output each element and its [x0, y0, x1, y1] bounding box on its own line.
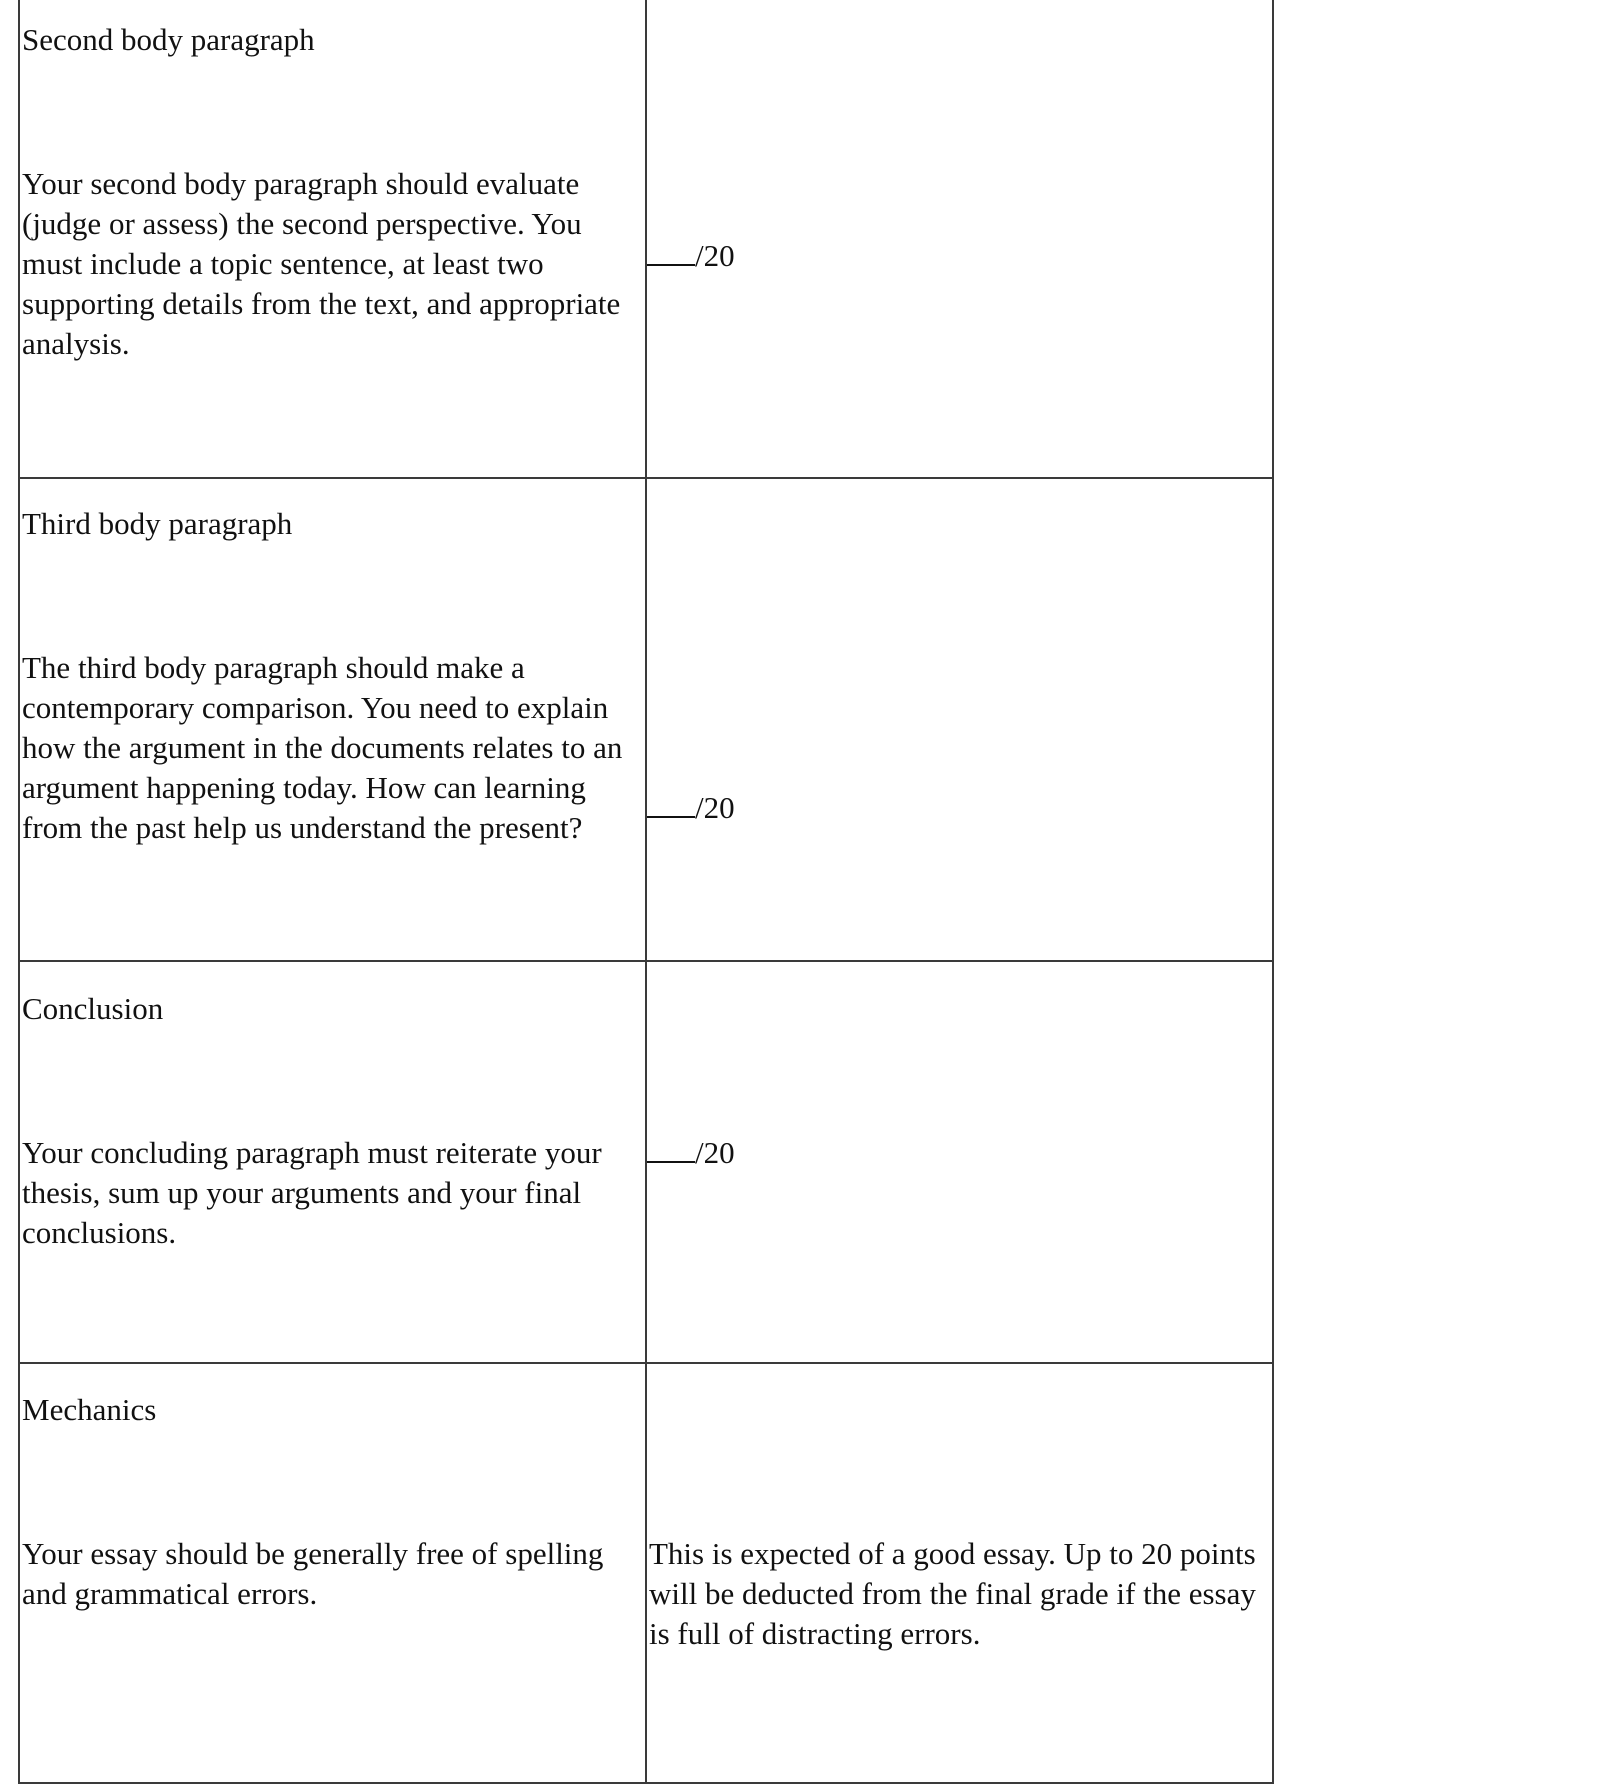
table-row: [19, 478, 1273, 961]
score-cell: [646, 0, 1273, 478]
score-blank[interactable]: [647, 238, 695, 266]
criterion-cell: [19, 0, 646, 478]
score-field[interactable]: [647, 1133, 735, 1173]
score-field[interactable]: [647, 236, 735, 276]
criterion-description: The third body paragraph should make a contemporary comparison. You need to explain how the argument in the documents relates to an argument happening today. How can learning from the past help us understand the present?: [22, 650, 623, 845]
criterion-description: Your second body paragraph should evaluate (judge or assess) the second perspective. You must include a topic sentence, at least two supporting details from the text, and appropriate analysis.: [22, 166, 621, 361]
rubric-table: [18, 0, 1274, 1784]
score-cell: [646, 478, 1273, 961]
table-row: [19, 0, 1273, 478]
score-blank[interactable]: [647, 1135, 695, 1163]
score-max: /20: [695, 1135, 735, 1170]
criterion-title: Second body paragraph: [22, 22, 315, 57]
score-field[interactable]: [647, 788, 735, 828]
score-max: /20: [695, 238, 735, 273]
note-cell: [646, 1363, 1273, 1783]
criterion-cell: [19, 478, 646, 961]
mechanics-note: This is expected of a good essay. Up to 20 points will be deducted from the final grade if the essay is full of distracting errors.: [649, 1536, 1256, 1651]
criterion-title: Third body paragraph: [22, 506, 293, 541]
table-row: [19, 1363, 1273, 1783]
criterion-description: Your concluding paragraph must reiterate your thesis, sum up your arguments and your final conclusions.: [22, 1135, 602, 1250]
criterion-description: Your essay should be generally free of spelling and grammatical errors.: [22, 1536, 604, 1611]
criterion-cell: [19, 961, 646, 1363]
criterion-cell: [19, 1363, 646, 1783]
score-max: /20: [695, 790, 735, 825]
table-row: [19, 961, 1273, 1363]
score-blank[interactable]: [647, 790, 695, 818]
score-cell: [646, 961, 1273, 1363]
criterion-title: Conclusion: [22, 991, 164, 1026]
criterion-title: Mechanics: [22, 1392, 157, 1427]
